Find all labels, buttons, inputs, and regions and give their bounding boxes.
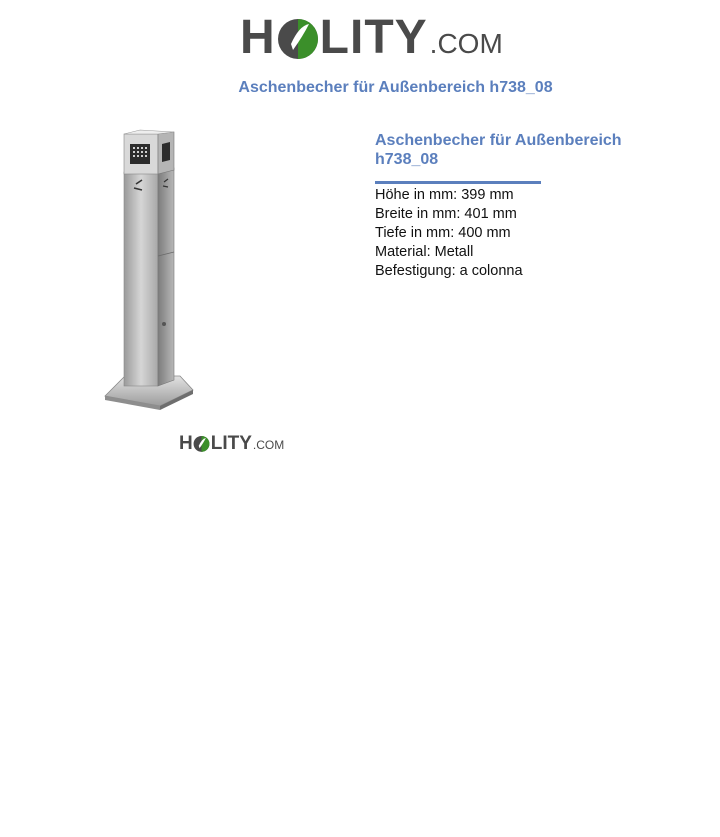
logo-o-icon xyxy=(193,434,210,453)
product-title-line2: h738_08 xyxy=(375,151,439,168)
ashtray-column-image xyxy=(100,128,200,410)
spec-mounting: Befestigung: a colonna xyxy=(375,263,523,279)
spec-width: Breite in mm: 401 mm xyxy=(375,206,517,222)
logo-letter-h: H xyxy=(179,432,193,454)
logo-letters-lity: LITY xyxy=(210,432,252,454)
product-title xyxy=(375,131,675,169)
spec-depth: Tiefe in mm: 400 mm xyxy=(375,225,511,241)
logo-letters-lity: LITY xyxy=(319,11,428,64)
spec-material: Material: Metall xyxy=(375,244,474,260)
product-logo xyxy=(179,433,284,453)
logo-com: .COM xyxy=(252,438,285,452)
spec-height: Höhe in mm: 399 mm xyxy=(375,187,514,203)
page-title: Aschenbecher für Außenbereich h738_08 xyxy=(238,79,553,96)
logo-com: .COM xyxy=(429,28,503,59)
product-info xyxy=(375,131,675,281)
product-title-line1: Aschenbecher für Außenbereich xyxy=(375,132,622,149)
header-logo[interactable] xyxy=(240,12,503,64)
logo-o-icon xyxy=(277,14,319,62)
logo-letter-h: H xyxy=(240,11,276,64)
title-divider xyxy=(375,181,541,184)
